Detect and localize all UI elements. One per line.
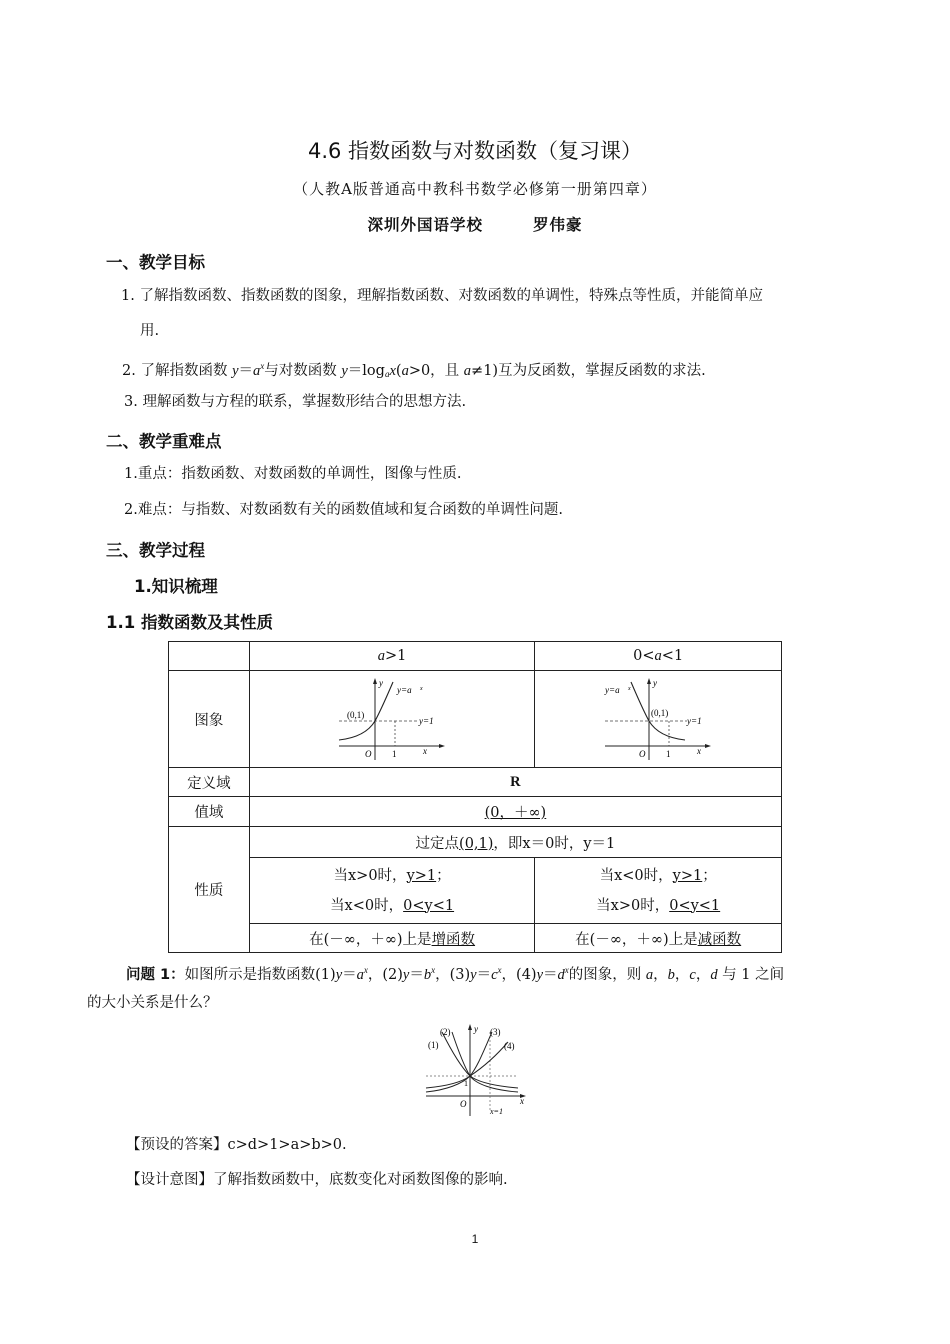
section3-heading: 三、教学过程 [106, 541, 205, 560]
x-label: x [423, 746, 428, 756]
y-arrow [647, 678, 651, 684]
author-name: 罗伟豪 [533, 215, 583, 234]
one-label: 1 [464, 1079, 468, 1088]
design-intent: 【设计意图】了解指数函数中，底数变化对函数图像的影响. [126, 1172, 508, 1188]
exponential-properties-table [168, 641, 782, 953]
author-line [0, 213, 950, 235]
goal-1-cont: 用. [140, 323, 160, 339]
one-label: 1 [666, 749, 671, 759]
question-1: 问题 1：如图所示是指数函数$(1)y=a^x$，$(2)y=b^x$，$(3)y=c^x$，$(4)y=d^x$的图象，则 a，b，c，d 与 1 之间 [126, 965, 785, 983]
y-label: y [653, 678, 658, 688]
header-a-gt-1: a>1 [249, 642, 535, 671]
line-label: y=1 [419, 716, 434, 726]
label-4: (4) [504, 1041, 515, 1051]
x-eq-1-label: x=1 [490, 1107, 503, 1116]
graph-cell-increasing [249, 671, 535, 768]
increasing-exponential-graph [337, 676, 447, 762]
row-label-graph: 图象 [169, 671, 250, 768]
curve-label: y=a [397, 685, 412, 695]
difficult-point: 2.难点：与指数、对数函数有关的函数值域和复合函数的单调性问题. [124, 502, 563, 518]
decreasing-exponential-graph [603, 676, 713, 762]
monotonic-decreasing: 在(－∞，＋∞)上是减函数 [535, 924, 782, 953]
point-label: (0,1) [651, 708, 669, 718]
row-label-range: 值域 [169, 797, 250, 827]
fixed-point-row: 过定点(0,1)，即x＝0时，y＝1 [249, 827, 781, 858]
page-number: 1 [471, 1232, 479, 1246]
x-arrow [439, 744, 445, 748]
question-1-graph [422, 1022, 530, 1120]
svg-text:x: x [420, 686, 423, 692]
origin-label: O [639, 749, 646, 759]
range-value: (0，＋∞) [249, 797, 781, 827]
origin-label: O [365, 749, 372, 759]
author-school: 深圳外国语学校 [367, 215, 483, 234]
row-label-properties: 性质 [169, 827, 250, 953]
curve-label: y=a [605, 685, 620, 695]
y-arrow [373, 678, 377, 684]
section2-heading: 二、教学重难点 [106, 432, 222, 451]
x-label: x [520, 1096, 524, 1106]
goal-1: 1. 了解指数函数、指数函数的图象，理解指数函数、对数函数的单调性，特殊点等性质，并能简单应 [121, 288, 763, 304]
svg-text:x: x [628, 686, 631, 692]
one-label: 1 [392, 749, 397, 759]
subheading-1: 1.知识梳理 [134, 577, 218, 596]
origin-label: O [460, 1099, 467, 1109]
row-label-domain: 定义域 [169, 768, 250, 797]
x-arrow [705, 744, 711, 748]
x-label: x [697, 746, 702, 756]
label-2: (2) [440, 1027, 451, 1037]
section1-heading: 一、教学目标 [106, 253, 205, 272]
graph-cell-decreasing [535, 671, 782, 768]
goal-2: 2. 了解指数函数 $y=a^x$与对数函数 $y=\log_ax(a>0$，且 a≠1)互为反函数，掌握反函数的求法. [122, 361, 706, 379]
document-subtitle: （人教A版普通高中教科书数学必修第一册第四章） [293, 180, 657, 198]
label-3: (3) [490, 1027, 501, 1037]
label-1: (1) [428, 1040, 439, 1050]
y-label: y [474, 1024, 478, 1034]
header-a-lt-1: 0<a<1 [535, 642, 782, 671]
line-label: y=1 [687, 716, 702, 726]
document-title: 4.6 指数函数与对数函数（复习课） [307, 139, 643, 163]
table-corner [169, 642, 250, 671]
preset-answer: 【预设的答案】c>d>1>a>b>0. [126, 1137, 347, 1153]
value-behaviour-increasing: 当x>0时，y>1； 当x<0时，0<y<1 [249, 858, 535, 924]
question-1-cont: 的大小关系是什么？ [87, 995, 218, 1011]
domain-value: R [249, 768, 781, 797]
value-behaviour-decreasing: 当x<0时，y>1； 当x>0时，0<y<1 [535, 858, 782, 924]
key-point: 1.重点：指数函数、对数函数的单调性，图像与性质. [124, 466, 462, 482]
subheading-1-1: 1.1 指数函数及其性质 [106, 613, 273, 632]
y-label: y [379, 678, 384, 688]
goal-3: 3. 理解函数与方程的联系，掌握数形结合的思想方法. [124, 394, 467, 410]
monotonic-increasing: 在(－∞，＋∞)上是增函数 [249, 924, 535, 953]
point-label: (0,1) [347, 710, 365, 720]
